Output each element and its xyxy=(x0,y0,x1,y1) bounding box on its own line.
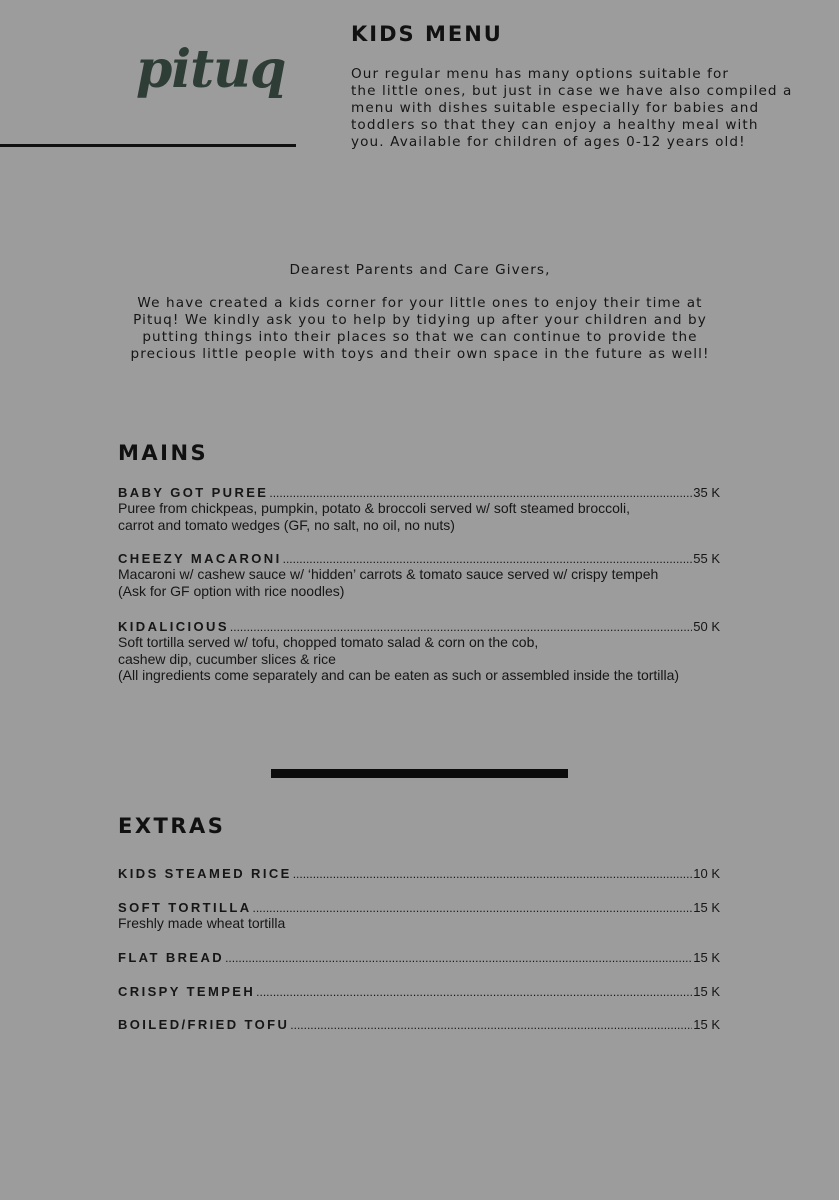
menu-item-kidalicious xyxy=(118,619,720,684)
dot-leader xyxy=(290,1018,692,1032)
item-name: CHEEZY MACARONI xyxy=(118,551,282,566)
intro-text: Our regular menu has many options suitable for the little ones, but just in case we have also compiled a menu with dishes suitable especially for babies and toddlers so that they can enjoy a healthy meal with you. Available for children of ages 0-12 years old! xyxy=(351,66,793,150)
item-price: 15 K xyxy=(693,900,720,915)
menu-item-crispy-tempeh xyxy=(118,984,720,999)
item-name: BOILED/FRIED TOFU xyxy=(118,1017,290,1032)
item-name: CRISPY TEMPEH xyxy=(118,984,256,999)
item-description: Macaroni w/ cashew sauce w/ ‘hidden’ carrots & tomato sauce served w/ crispy tempeh (Ask for GF option with rice noodles) xyxy=(118,566,659,599)
extras-title: EXTRAS xyxy=(118,814,226,838)
menu-item-kids-steamed-rice xyxy=(118,866,720,881)
item-name: KIDALICIOUS xyxy=(118,619,229,634)
mains-title: MAINS xyxy=(118,441,209,465)
header-divider xyxy=(0,144,296,147)
dot-leader xyxy=(253,901,693,915)
item-description: Soft tortilla served w/ tofu, chopped tomato salad & corn on the cob, cashew dip, cucumber slices & rice (All ingredients come separately and can be eaten as such or assembled inside the tortilla) xyxy=(118,634,680,683)
item-price: 10 K xyxy=(693,866,720,881)
dot-leader xyxy=(293,867,693,881)
pituq-logo: pituq xyxy=(136,39,286,100)
item-price: 15 K xyxy=(693,1017,720,1032)
dot-leader xyxy=(230,620,692,634)
section-divider xyxy=(271,769,568,778)
item-price: 15 K xyxy=(693,984,720,999)
menu-item-soft-tortilla xyxy=(118,900,720,932)
dot-leader xyxy=(283,552,693,566)
item-price: 50 K xyxy=(693,619,720,634)
item-name: KIDS STEAMED RICE xyxy=(118,866,292,881)
item-name: SOFT TORTILLA xyxy=(118,900,252,915)
menu-item-cheezy-macaroni xyxy=(118,551,720,599)
item-price: 35 K xyxy=(693,485,720,500)
dot-leader xyxy=(269,486,692,500)
dot-leader xyxy=(225,951,692,965)
dot-leader xyxy=(256,985,692,999)
parents-notice xyxy=(80,262,760,363)
item-price: 55 K xyxy=(693,551,720,566)
item-price: 15 K xyxy=(693,950,720,965)
item-description: Freshly made wheat tortilla xyxy=(118,915,286,931)
item-name: FLAT BREAD xyxy=(118,950,225,965)
menu-item-baby-got-puree xyxy=(118,485,720,533)
menu-item-boiled-fried-tofu xyxy=(118,1017,720,1032)
page-title: KIDS MENU xyxy=(351,22,503,46)
menu-item-flat-bread xyxy=(118,950,720,965)
item-name: BABY GOT PUREE xyxy=(118,485,269,500)
item-description: Puree from chickpeas, pumpkin, potato & broccoli served w/ soft steamed broccoli, carrot and tomato wedges (GF, no salt, no oil, no nuts) xyxy=(118,500,631,533)
notice-greeting: Dearest Parents and Care Givers, xyxy=(289,262,551,278)
notice-body: We have created a kids corner for your little ones to enjoy their time at Pituq! We kindly ask you to help by tidying up after your children and by putting things into their places so that we can continue to provide the precious little people with toys and their own space in the future as well! xyxy=(130,295,710,362)
